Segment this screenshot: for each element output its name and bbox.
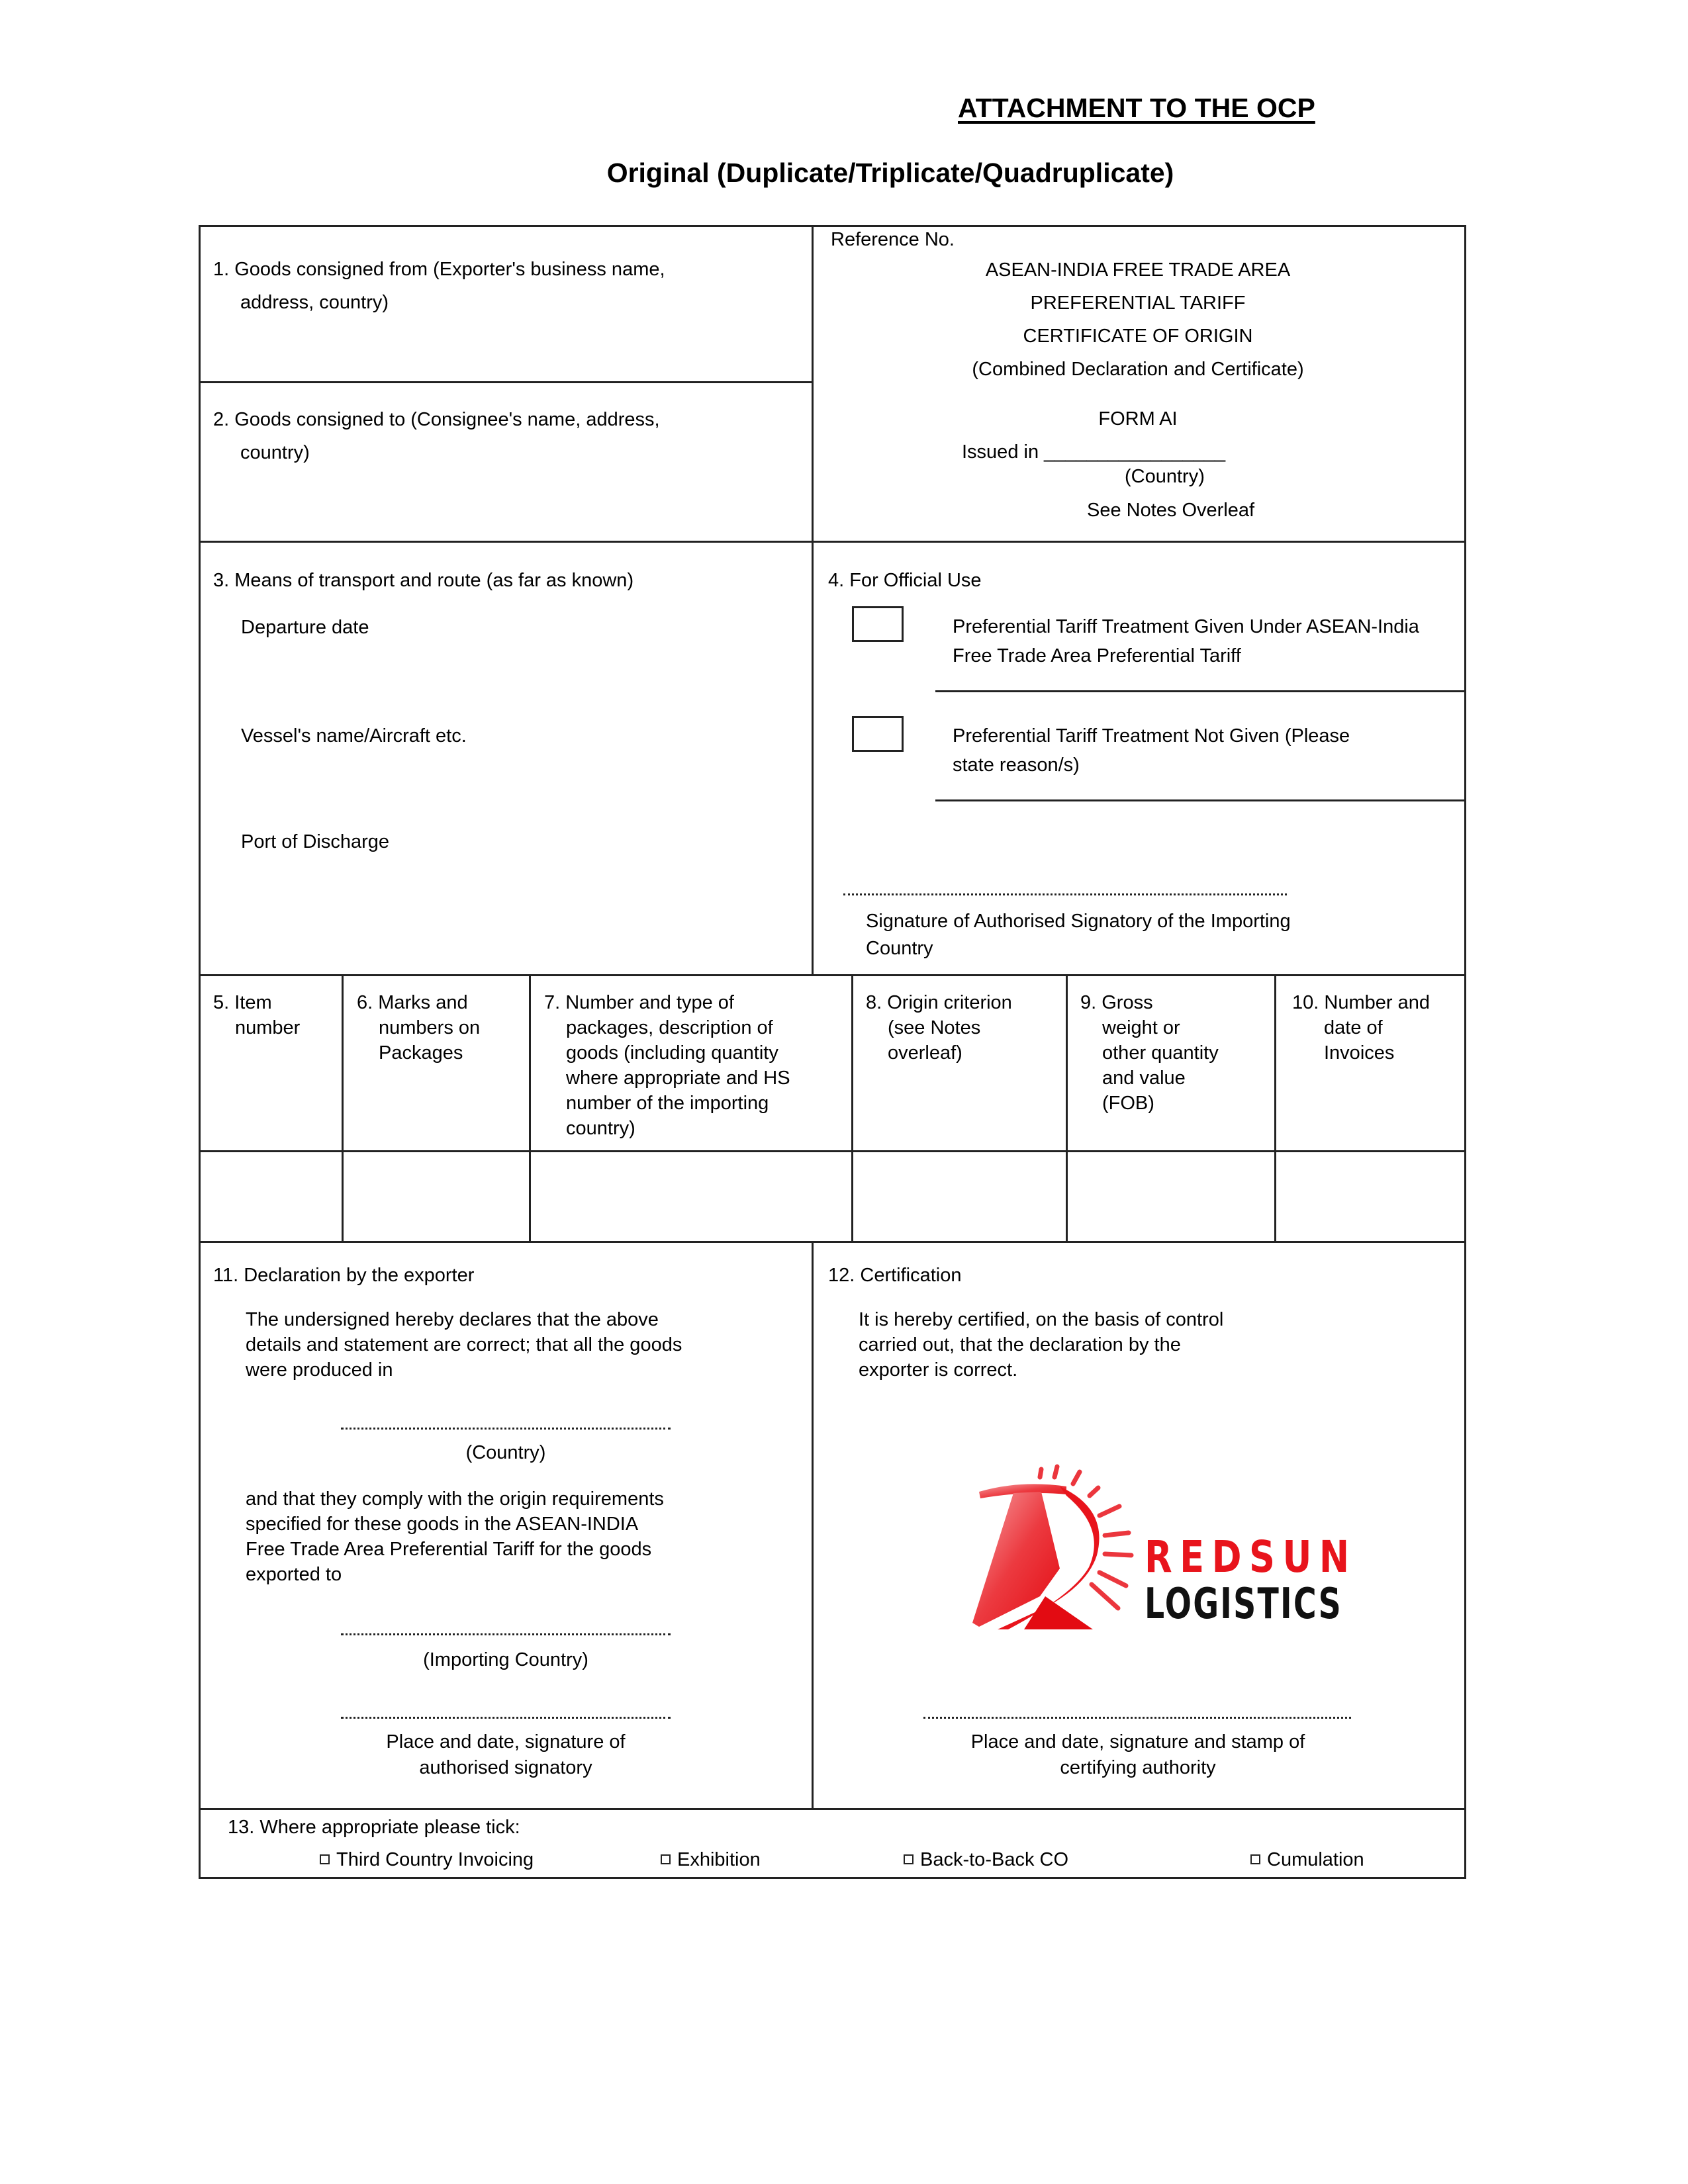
importing-signature-line[interactable] — [843, 893, 1287, 895]
importing-country-caption: (Importing Country) — [423, 1649, 588, 1670]
origin-country-line[interactable] — [341, 1428, 671, 1430]
logo-wordmark-logistics: LOGISTICS — [1145, 1580, 1343, 1629]
certification-paragraph: It is hereby certified, on the basis of control carried out, that the declaration by the exporter is correct. — [859, 1309, 1224, 1381]
reference-heading-3: CERTIFICATE OF ORIGIN — [1023, 326, 1253, 347]
col-header-packages-description: 7. Number and type of packages, description of goods (including quantity where appropriate and HS number of the importing country) — [544, 992, 790, 1139]
box1-label: 1. Goods consigned from (Exporter's business name, — [213, 259, 665, 280]
port-of-discharge-field[interactable]: Port of Discharge — [241, 831, 390, 852]
sun-road-icon — [967, 1443, 1166, 1635]
box-official-use — [814, 543, 1462, 973]
vessel-name-field[interactable]: Vessel's name/Aircraft etc. — [241, 725, 467, 747]
box-certification — [814, 1243, 1462, 1807]
exporter-signature-caption-cont: authorised signatory — [419, 1757, 592, 1778]
cell-item-number[interactable] — [201, 1152, 342, 1241]
see-notes-overleaf: See Notes Overleaf — [1087, 500, 1255, 521]
checkbox-icon[interactable] — [661, 1854, 671, 1864]
checkbox-icon[interactable] — [1250, 1854, 1260, 1864]
logo-wordmark-redsun: REDSUN — [1145, 1531, 1357, 1582]
option-back-to-back-co[interactable]: Back-to-Back CO — [904, 1847, 1068, 1872]
reference-heading-4: (Combined Declaration and Certificate) — [972, 359, 1304, 380]
departure-date-field[interactable]: Departure date — [241, 617, 369, 638]
cell-invoices[interactable] — [1276, 1152, 1462, 1241]
box2-label-cont: country) — [240, 442, 310, 463]
checkbox-treatment-not-given[interactable] — [852, 716, 904, 752]
col-header-item-number: 5. Item number — [213, 992, 301, 1038]
box1-label-cont: address, country) — [240, 292, 389, 313]
reference-heading-2: PREFERENTIAL TARIFF — [1030, 293, 1246, 314]
issued-in-label: Issued in — [962, 441, 1039, 463]
col-header-marks-numbers: 6. Marks and numbers on Packages — [357, 992, 481, 1064]
reference-no-label[interactable]: Reference No. — [831, 229, 955, 250]
checkbox-icon[interactable] — [320, 1854, 330, 1864]
treatment-given-label-cont: Free Trade Area Preferential Tariff — [953, 645, 1241, 666]
redsun-logistics-logo — [967, 1443, 1391, 1635]
importing-signature-caption: Signature of Authorised Signatory of the Importing — [866, 911, 1291, 932]
box-exporter-declaration — [201, 1243, 811, 1807]
exporter-signature-line[interactable] — [341, 1717, 671, 1719]
document-title: ATTACHMENT TO THE OCP — [958, 93, 1315, 123]
checkbox-treatment-given[interactable] — [852, 606, 904, 642]
issued-in-field[interactable]: _________________ — [1044, 441, 1226, 463]
box4-label: 4. For Official Use — [828, 570, 982, 591]
declaration-paragraph-1: The undersigned hereby declares that the above details and statement are correct; that all the goods were produced in — [246, 1309, 682, 1381]
certifying-signature-line[interactable] — [923, 1717, 1351, 1719]
treatment-not-given-label: Preferential Tariff Treatment Not Given (Please — [953, 725, 1350, 747]
certifying-signature-caption-cont: certifying authority — [1060, 1757, 1216, 1778]
origin-country-caption: (Country) — [465, 1442, 546, 1463]
box13-label: 13. Where appropriate please tick: — [228, 1817, 520, 1838]
option-exhibition[interactable]: Exhibition — [661, 1847, 761, 1872]
box-means-of-transport — [201, 543, 811, 973]
reference-block — [814, 227, 1462, 539]
option-cumulation[interactable]: Cumulation — [1250, 1847, 1364, 1872]
importing-country-line[interactable] — [341, 1633, 671, 1635]
box2-label: 2. Goods consigned to (Consignee's name, address, — [213, 409, 660, 430]
cell-packages-description[interactable] — [531, 1152, 851, 1241]
issued-in-country-caption: (Country) — [1125, 466, 1205, 487]
col-header-gross-weight: 9. Gross weight or other quantity and value (FOB) — [1080, 992, 1219, 1114]
treatment-not-given-label-cont: state reason/s) — [953, 754, 1080, 776]
reference-heading-1: ASEAN-INDIA FREE TRADE AREA — [985, 259, 1291, 281]
importing-signature-caption-cont: Country — [866, 938, 933, 959]
exporter-signature-caption: Place and date, signature of — [386, 1731, 626, 1752]
copy-designation: Original (Duplicate/Triplicate/Quadruplicate) — [606, 158, 1174, 188]
box-goods-consigned-from[interactable] — [201, 227, 811, 381]
box12-label: 12. Certification — [828, 1265, 962, 1286]
cell-marks-numbers[interactable] — [344, 1152, 529, 1241]
box11-label: 11. Declaration by the exporter — [213, 1265, 475, 1286]
cell-origin-criterion[interactable] — [853, 1152, 1066, 1241]
declaration-paragraph-2: and that they comply with the origin requirements specified for these goods in the ASEAN-INDIA Free Trade Area Preferential Tariff for the goods exported to — [246, 1488, 664, 1585]
table-row — [201, 1152, 1462, 1241]
col-header-invoices: 10. Number and date of Invoices — [1292, 992, 1430, 1064]
treatment-given-label: Preferential Tariff Treatment Given Under ASEAN-India — [953, 616, 1419, 637]
form-name: FORM AI — [1098, 408, 1178, 430]
box3-label: 3. Means of transport and route (as far as known) — [213, 570, 634, 591]
certifying-signature-caption: Place and date, signature and stamp of — [970, 1731, 1305, 1752]
checkbox-icon[interactable] — [904, 1854, 914, 1864]
box-goods-consigned-to[interactable] — [201, 383, 811, 539]
cell-gross-weight[interactable] — [1068, 1152, 1274, 1241]
col-header-origin-criterion: 8. Origin criterion (see Notes overleaf) — [866, 992, 1012, 1064]
option-third-country-invoicing[interactable]: Third Country Invoicing — [320, 1847, 534, 1872]
box-where-appropriate — [201, 1810, 1462, 1875]
